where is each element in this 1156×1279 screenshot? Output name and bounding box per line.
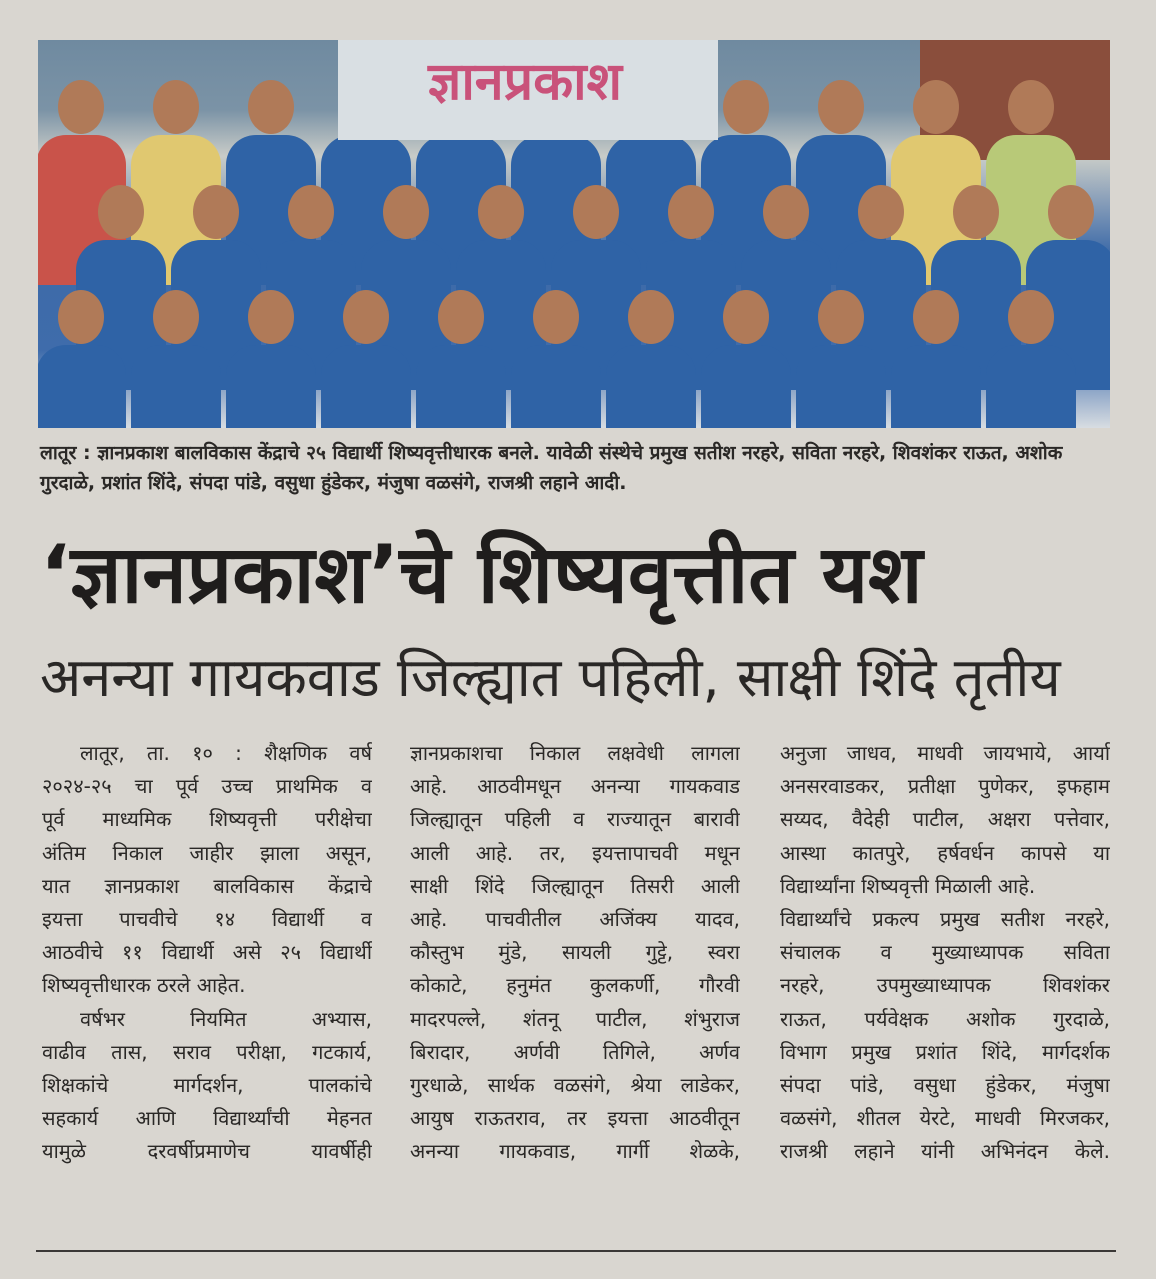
person-head xyxy=(763,185,809,239)
person-head xyxy=(668,185,714,239)
subheadline: अनन्या गायकवाड जिल्ह्यात पहिली, साक्षी शिंदे तृतीय xyxy=(40,646,1061,709)
article-line: ज्ञानप्रकाशचा निकाल लक्षवेधी लागला xyxy=(410,741,740,765)
article-line: राऊत, पर्यवेक्षक अशोक गुरदाळे, xyxy=(780,1006,1110,1031)
person-figure xyxy=(38,345,126,428)
person-figure xyxy=(606,345,696,428)
person-head xyxy=(98,185,144,239)
article-line: नरहरे, उपमुख्याध्यापक शिवशंकर xyxy=(780,973,1110,998)
person-head xyxy=(1048,185,1094,239)
person-head xyxy=(438,290,484,344)
person-head xyxy=(858,185,904,239)
person-head xyxy=(573,185,619,239)
person-head xyxy=(478,185,524,239)
person-head xyxy=(153,290,199,344)
person-head xyxy=(723,80,769,134)
article-line: विद्यार्थ्यांचे प्रकल्प प्रमुख सतीश नरहरे, xyxy=(780,907,1110,932)
person-figure xyxy=(321,345,411,428)
article-line: कोकाटे, हनुमंत कुलकर्णी, गौरवी xyxy=(410,973,740,998)
article-line: सय्यद, वैदेही पाटील, अक्षरा पत्तेवार, xyxy=(780,807,1110,832)
person-head xyxy=(1008,80,1054,134)
article-line: विभाग प्रमुख प्रशांत शिंदे, मार्गदर्शक xyxy=(780,1039,1110,1064)
article-line: गुरधाळे, सार्थक वळसंगे, श्रेया लाडेकर, xyxy=(410,1073,740,1098)
article-line: कौस्तुभ मुंडे, सायली गुट्टे, स्वरा xyxy=(410,940,740,965)
article-line: शिष्यवृत्तीधारक ठरले आहेत. xyxy=(42,973,246,998)
person-head xyxy=(58,80,104,134)
article-line: यामुळे दरवर्षीप्रमाणेच यावर्षीही xyxy=(42,1139,372,1164)
article-column-2 xyxy=(410,737,740,1169)
person-figure xyxy=(796,345,886,428)
person-head xyxy=(248,80,294,134)
article-line: आहे. आठवीमधून अनन्या गायकवाड xyxy=(410,774,740,799)
person-figure xyxy=(416,345,506,428)
article-line: वळसंगे, शीतल येरटे, माधवी मिरजकर, xyxy=(780,1106,1110,1131)
person-head xyxy=(818,80,864,134)
person-head xyxy=(58,290,104,344)
article-line: पूर्व माध्यमिक शिष्यवृत्ती परीक्षेचा xyxy=(42,807,372,832)
person-head xyxy=(628,290,674,344)
person-head xyxy=(913,290,959,344)
article-line: आयुष राऊतराव, तर इयत्ता आठवीतून xyxy=(410,1106,740,1131)
person-head xyxy=(248,290,294,344)
article-line: वर्षभर नियमित अभ्यास, xyxy=(80,1006,372,1031)
article-line: अंतिम निकाल जाहीर झाला असून, xyxy=(42,840,372,865)
photo-caption: लातूर : ज्ञानप्रकाश बालविकास केंद्राचे २५ विद्यार्थी शिष्यवृत्तीधारक बनले. यावेळी संस्थेचे प्रमुख सतीश नरहरे, सविता नरहरे, शिवशंकर राऊत, अशोक गुरदाळे, प्रशांत शिंदे, संपदा पांडे, वसुधा हुंडेकर, मंजुषा वळसंगे, राजश्री लहाने आदी. xyxy=(40,442,1063,494)
group-photo xyxy=(38,40,1110,428)
article-line: अनन्या गायकवाड, गार्गी शेळके, xyxy=(410,1139,740,1164)
person-head xyxy=(953,185,999,239)
person-figure xyxy=(701,345,791,428)
article-line: सहकार्य आणि विद्यार्थ्यांची मेहनत xyxy=(42,1106,372,1131)
article-line: २०२४-२५ चा पूर्व उच्च प्राथमिक व xyxy=(42,774,372,799)
article-line: यात ज्ञानप्रकाश बालविकास केंद्राचे xyxy=(42,873,372,898)
article-column-1 xyxy=(42,737,372,1169)
article-line: अनुजा जाधव, माधवी जायभाये, आर्या xyxy=(780,741,1110,765)
article-line: संचालक व मुख्याध्यापक सविता xyxy=(780,940,1110,965)
institution-banner xyxy=(338,40,718,140)
banner-text: ज्ञानप्रकाश xyxy=(428,52,623,112)
article-line: आली आहे. तर, इयत्तापाचवी मधून xyxy=(410,840,740,865)
person-figure xyxy=(511,345,601,428)
person-head xyxy=(288,185,334,239)
person-head xyxy=(153,80,199,134)
article-line: जिल्ह्यातून पहिली व राज्यातून बारावी xyxy=(410,807,740,832)
person-head xyxy=(818,290,864,344)
article-line: आहे. पाचवीतील अजिंक्य यादव, xyxy=(410,907,740,932)
person-head xyxy=(1008,290,1054,344)
article-line: मादरपल्ले, शंतनू पाटील, शंभुराज xyxy=(410,1006,740,1031)
person-figure xyxy=(891,345,981,428)
person-head xyxy=(533,290,579,344)
person-head xyxy=(193,185,239,239)
person-figure xyxy=(986,345,1076,428)
person-head xyxy=(343,290,389,344)
article-line: लातूर, ता. १० : शैक्षणिक वर्ष xyxy=(80,741,372,765)
article-column-3 xyxy=(780,737,1110,1169)
person-figure xyxy=(226,345,316,428)
article-line: इयत्ता पाचवीचे १४ विद्यार्थी व xyxy=(42,907,372,932)
article-line: आस्था कातपुरे, हर्षवर्धन कापसे या xyxy=(780,840,1110,865)
person-head xyxy=(383,185,429,239)
bottom-divider xyxy=(36,1250,1116,1252)
article-line: आठवीचे ११ विद्यार्थी असे २५ विद्यार्थी xyxy=(42,940,372,965)
article-line: शिक्षकांचे मार्गदर्शन, पालकांचे xyxy=(42,1073,372,1098)
article-line: राजश्री लहाने यांनी अभिनंदन केले. xyxy=(780,1139,1110,1164)
person-head xyxy=(723,290,769,344)
article-line: साक्षी शिंदे जिल्ह्यातून तिसरी आली xyxy=(410,873,740,898)
person-figure xyxy=(131,345,221,428)
person-head xyxy=(913,80,959,134)
article-line: अनसरवाडकर, प्रतीक्षा पुणेकर, इफहाम xyxy=(780,774,1110,799)
article-line: वाढीव तास, सराव परीक्षा, गटकार्य, xyxy=(42,1039,372,1064)
article-line: बिरादार, अर्णवी तिगिले, अर्णव xyxy=(410,1039,740,1064)
headline: ‘ज्ञानप्रकाश’चे शिष्यवृत्तीत यश xyxy=(40,528,923,621)
article-line: संपदा पांडे, वसुधा हुंडेकर, मंजुषा xyxy=(780,1073,1110,1098)
article-line: विद्यार्थ्यांना शिष्यवृत्ती मिळाली आहे. xyxy=(780,873,1036,898)
